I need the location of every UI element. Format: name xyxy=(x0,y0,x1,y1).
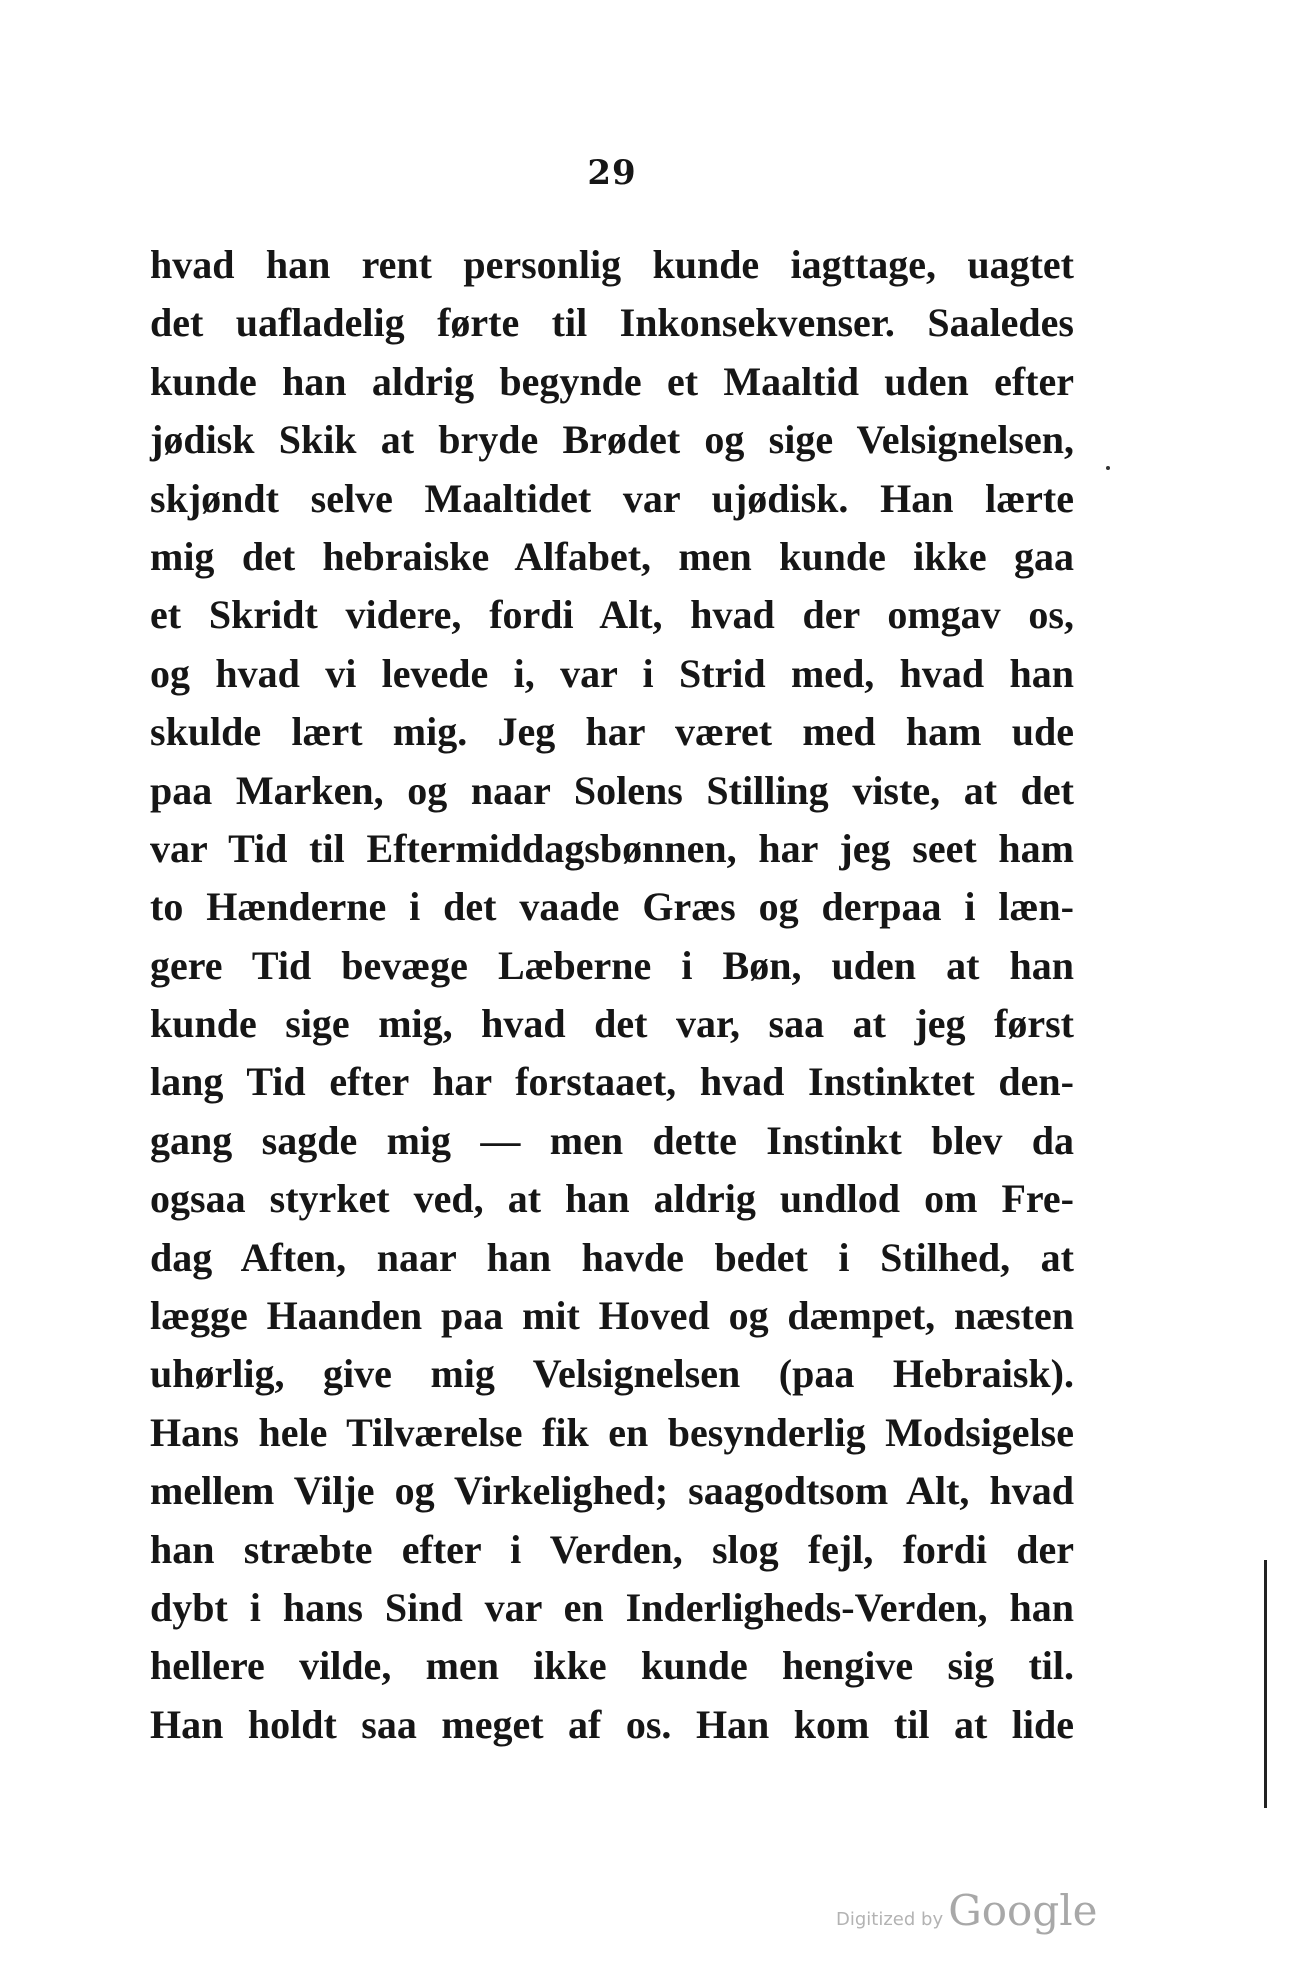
text-line: skulde lært mig. Jeg har været med ham ude xyxy=(150,709,1074,755)
text-line: lang Tid efter har forstaaet, hvad Instinktet den- xyxy=(150,1059,1074,1105)
text-line: kunde han aldrig begynde et Maaltid uden efter xyxy=(150,358,1074,404)
text-line: Han holdt saa meget af os. Han kom til at lide xyxy=(150,1701,1074,1747)
text-line: lægge Haanden paa mit Hoved og dæmpet, næsten xyxy=(150,1293,1074,1339)
text-line: dag Aften, naar han havde bedet i Stilhed, at xyxy=(150,1234,1074,1280)
text-line: skjøndt selve Maaltidet var ujødisk. Han lærte xyxy=(150,475,1074,521)
body-text xyxy=(150,236,1074,1754)
text-line: gere Tid bevæge Læberne i Bøn, uden at han xyxy=(150,942,1074,988)
text-line: et Skridt videre, fordi Alt, hvad der omgav os, xyxy=(150,592,1074,638)
text-line: dybt i hans Sind var en Inderligheds-Verden, han xyxy=(150,1584,1074,1630)
watermark-prefix: Digitized by xyxy=(836,1909,944,1930)
page-edge-mark xyxy=(1264,1560,1267,1808)
text-line: jødisk Skik at bryde Brødet og sige Velsignelsen, xyxy=(150,417,1074,463)
scan-speck xyxy=(1106,466,1110,470)
text-line: mellem Vilje og Virkelighed; saagodtsom Alt, hvad xyxy=(150,1468,1074,1514)
digitized-watermark xyxy=(836,1886,1098,1935)
text-line: mig det hebraiske Alfabet, men kunde ikke gaa xyxy=(150,533,1074,579)
text-line: var Tid til Eftermiddagsbønnen, har jeg seet ham xyxy=(150,825,1074,871)
text-line: han stræbte efter i Verden, slog fejl, fordi der xyxy=(150,1526,1074,1572)
text-line: to Hænderne i det vaade Græs og derpaa i læn- xyxy=(150,884,1074,930)
text-line: gang sagde mig — men dette Instinkt blev da xyxy=(150,1117,1074,1163)
text-line: kunde sige mig, hvad det var, saa at jeg først xyxy=(150,1001,1074,1047)
page-number: 29 xyxy=(587,153,637,193)
text-line: Hans hele Tilværelse fik en besynderlig Modsigelse xyxy=(150,1409,1074,1455)
text-line: paa Marken, og naar Solens Stilling viste, at det xyxy=(150,767,1074,813)
text-line: og hvad vi levede i, var i Strid med, hvad han xyxy=(150,650,1074,696)
text-line: hvad han rent personlig kunde iagttage, uagtet xyxy=(150,242,1074,287)
text-line: det uafladelig førte til Inkonsekvenser. Saaledes xyxy=(150,300,1074,346)
text-line: hellere vilde, men ikke kunde hengive sig til. xyxy=(150,1643,1074,1689)
text-line: uhørlig, give mig Velsignelsen (paa Hebraisk). xyxy=(150,1351,1074,1397)
text-line: ogsaa styrket ved, at han aldrig undlod om Fre- xyxy=(150,1176,1074,1222)
google-logo: Google xyxy=(948,1886,1098,1935)
